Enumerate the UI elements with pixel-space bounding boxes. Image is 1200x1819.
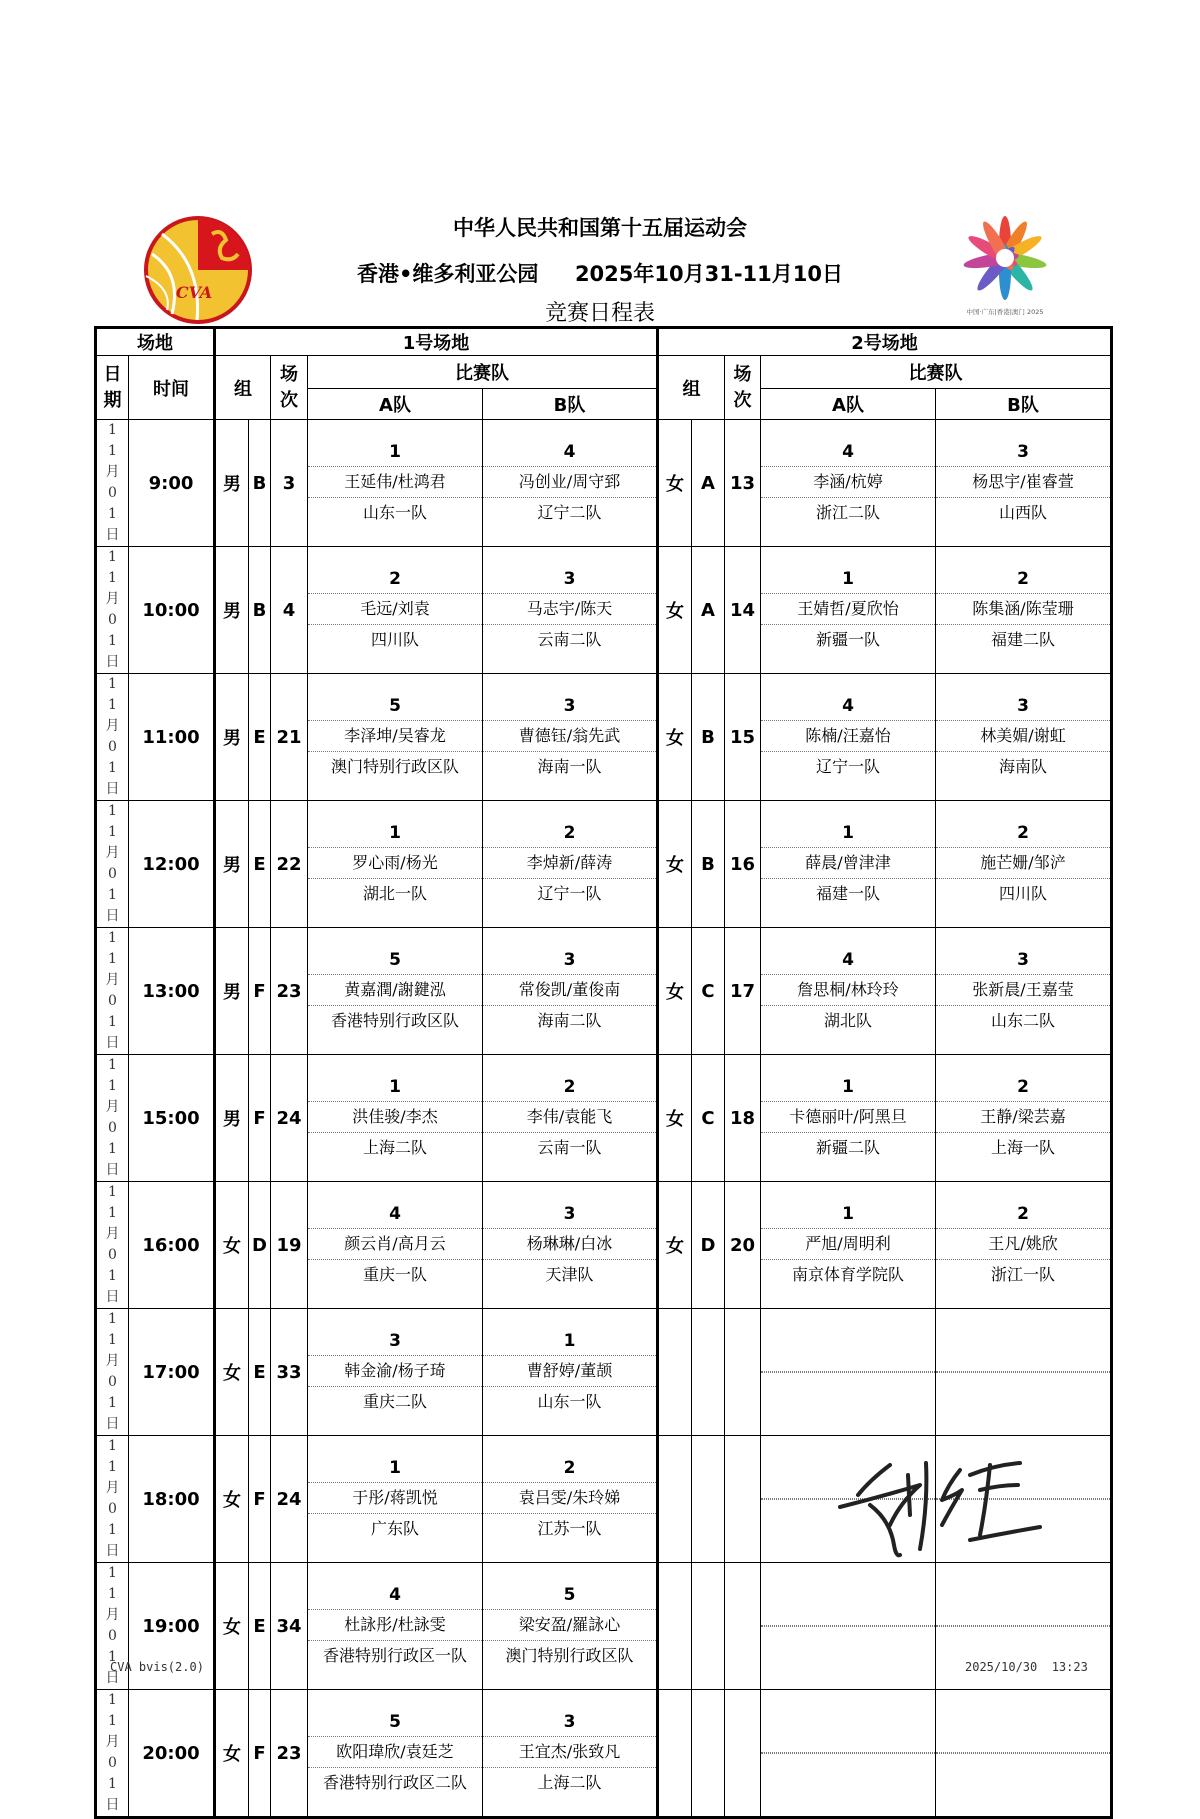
team-team: 湖北一队 (308, 878, 482, 909)
team-b-cell-c1 (483, 1563, 658, 1690)
match-header-c1 (271, 356, 308, 420)
team-b-cell-c1 (483, 1690, 658, 1818)
group-cell-c2: B (692, 801, 725, 928)
team-players: 李涵/杭婷 (761, 466, 935, 497)
team-seed: 2 (563, 1077, 576, 1097)
team-team: 香港特别行政区一队 (308, 1640, 482, 1671)
team-b-cell-c1 (483, 1055, 658, 1182)
table-row (96, 1309, 1112, 1436)
team-team: 天津队 (483, 1259, 656, 1290)
team-b-cell-c2 (936, 1309, 1112, 1436)
team-b-cell-c2 (936, 1055, 1112, 1182)
team-a-cell-c1 (308, 1436, 483, 1563)
group-header-c2: 组 (658, 356, 725, 420)
team-seed: 4 (389, 1204, 401, 1224)
team-team: 山东二队 (936, 1005, 1110, 1036)
group-cell-c2: B (692, 674, 725, 801)
team-seed: 3 (563, 950, 576, 970)
team-a-cell-c1 (308, 547, 483, 674)
team-b-cell-c1 (483, 674, 658, 801)
group-cell-c1: B (249, 547, 271, 674)
team-b-cell-c1 (483, 420, 658, 547)
group-cell-c1: F (249, 1055, 271, 1182)
team-seed: 5 (563, 1585, 576, 1605)
gender-cell-c1: 女 (215, 1436, 249, 1563)
team-a-header-c1: A队 (308, 389, 483, 420)
team-team: 山西队 (936, 497, 1110, 528)
team-seed: 4 (842, 696, 854, 716)
table-row (96, 547, 1112, 674)
match-cell-c1: 23 (271, 928, 308, 1055)
group-cell-c2: C (692, 1055, 725, 1182)
venue-header: 场地 (96, 328, 215, 356)
team-a-cell-c1 (308, 928, 483, 1055)
gender-cell-c1: 女 (215, 1309, 249, 1436)
team-a-cell-c2 (761, 928, 936, 1055)
team-players: 欧阳瑋欣/袁廷芝 (308, 1736, 482, 1767)
match-cell-c2: 14 (725, 547, 761, 674)
team-team (936, 1626, 1110, 1627)
team-a-cell-c1 (308, 1182, 483, 1309)
date-cell (96, 1436, 129, 1563)
group-cell-c1: D (249, 1182, 271, 1309)
team-seed: 1 (389, 823, 401, 843)
gender-cell-c1: 男 (215, 801, 249, 928)
team-players: 陈集涵/陈莹珊 (936, 593, 1110, 624)
team-b-cell-c2 (936, 1690, 1112, 1818)
gender-cell-c2: 女 (658, 1055, 692, 1182)
team-team (761, 1626, 935, 1627)
date-cell (96, 420, 129, 547)
match-cell-c2: 15 (725, 674, 761, 801)
match-cell-c1: 24 (271, 1055, 308, 1182)
page-subtitle: 竞赛日程表 (544, 301, 655, 326)
header-row-venue (96, 328, 1112, 356)
team-seed: 3 (563, 696, 576, 716)
match-cell-c1: 19 (271, 1182, 308, 1309)
team-seed: 4 (563, 442, 576, 462)
team-players: 罗心雨/杨光 (308, 847, 482, 878)
gender-cell-c2: 女 (658, 801, 692, 928)
match-cell-c2: 17 (725, 928, 761, 1055)
team-players: 于彤/蒋凯悦 (308, 1482, 482, 1513)
team-players: 王宜杰/张致凡 (483, 1736, 656, 1767)
group-cell-c1: E (249, 1563, 271, 1690)
team-team: 浙江一队 (936, 1259, 1110, 1290)
team-seed: 3 (1017, 442, 1029, 462)
signature (830, 1445, 1050, 1565)
team-b-cell-c1 (483, 1182, 658, 1309)
time-header: 时间 (129, 356, 215, 420)
date-header-text: 日期 (103, 363, 122, 411)
team-players: 马志宇/陈天 (483, 593, 656, 624)
team-a-cell-c2 (761, 1182, 936, 1309)
team-a-cell-c2 (761, 547, 936, 674)
team-team: 山东一队 (483, 1386, 656, 1417)
team-a-cell-c2 (761, 1055, 936, 1182)
team-players: 冯创业/周守郅 (483, 466, 656, 497)
time-cell: 11:00 (129, 674, 215, 801)
match-cell-c2 (725, 1436, 761, 1563)
group-cell-c1: E (249, 801, 271, 928)
team-team: 辽宁一队 (483, 878, 656, 909)
team-team: 重庆二队 (308, 1386, 482, 1417)
team-team: 山东一队 (308, 497, 482, 528)
table-row (96, 1055, 1112, 1182)
match-cell-c2: 16 (725, 801, 761, 928)
team-players: 常俊凯/董俊南 (483, 974, 656, 1005)
team-players: 严旭/周明利 (761, 1228, 935, 1259)
group-cell-c2: D (692, 1182, 725, 1309)
group-cell-c2: A (692, 420, 725, 547)
group-cell-c2 (692, 1309, 725, 1436)
date-cell (96, 1690, 129, 1818)
match-header-c1-text: 场次 (280, 363, 298, 411)
team-players: 颜云肖/高月云 (308, 1228, 482, 1259)
gender-cell-c1: 女 (215, 1563, 249, 1690)
match-cell-c1: 23 (271, 1690, 308, 1818)
team-players: 卡德丽叶/阿黑旦 (761, 1101, 935, 1132)
team-seed: 3 (563, 1204, 576, 1224)
table-row (96, 801, 1112, 928)
team-seed: 2 (563, 1458, 576, 1478)
team-seed: 1 (563, 1331, 576, 1351)
group-cell-c2 (692, 1436, 725, 1563)
team-a-cell-c1 (308, 1055, 483, 1182)
team-seed: 3 (563, 569, 576, 589)
group-cell-c2 (692, 1690, 725, 1818)
emblem-text: 中国·广东|香港|澳门 2025 (966, 308, 1044, 316)
date-text: 11月01日 (105, 930, 120, 1051)
team-team: 上海一队 (936, 1132, 1110, 1163)
time-cell: 19:00 (129, 1563, 215, 1690)
team-team: 澳门特别行政区队 (308, 751, 482, 782)
team-team: 海南一队 (483, 751, 656, 782)
team-a-cell-c1 (308, 801, 483, 928)
team-players: 曹德钰/翁先武 (483, 720, 656, 751)
team-team: 重庆一队 (308, 1259, 482, 1290)
gender-cell-c1: 男 (215, 420, 249, 547)
team-b-header-c1: B队 (483, 389, 658, 420)
team-seed: 2 (563, 823, 576, 843)
team-b-cell-c1 (483, 928, 658, 1055)
team-team: 广东队 (308, 1513, 482, 1544)
gender-cell-c2 (658, 1690, 692, 1818)
team-team: 海南二队 (483, 1005, 656, 1036)
team-seed: 4 (842, 950, 854, 970)
team-seed: 2 (1017, 1077, 1029, 1097)
team-seed: 3 (1017, 950, 1029, 970)
footer-version: CVA bvis(2.0) (110, 1660, 204, 1674)
table-row (96, 1690, 1112, 1818)
time-cell: 17:00 (129, 1309, 215, 1436)
team-a-cell-c1 (308, 1563, 483, 1690)
team-b-cell-c1 (483, 801, 658, 928)
match-cell-c1: 3 (271, 420, 308, 547)
team-team: 香港特别行政区二队 (308, 1767, 482, 1798)
match-cell-c1: 4 (271, 547, 308, 674)
team-team (761, 1372, 935, 1373)
footer-timestamp: 2025/10/30 13:23 (965, 1660, 1088, 1674)
team-players: 杜詠彤/杜詠雯 (308, 1609, 482, 1640)
team-players: 詹思桐/林玲玲 (761, 974, 935, 1005)
schedule-table (94, 326, 1113, 1819)
team-b-cell-c2 (936, 674, 1112, 801)
team-players: 梁安盈/羅詠心 (483, 1609, 656, 1640)
team-seed: 5 (389, 696, 401, 716)
team-team: 上海二队 (483, 1767, 656, 1798)
team-team (936, 1372, 1110, 1373)
table-row (96, 928, 1112, 1055)
team-seed: 1 (842, 569, 854, 589)
date-text: 11月01日 (105, 803, 120, 924)
team-team (761, 1753, 935, 1754)
team-players: 袁吕雯/朱玲娣 (483, 1482, 656, 1513)
team-a-header-c2: A队 (761, 389, 936, 420)
gender-cell-c2: 女 (658, 1182, 692, 1309)
group-cell-c1: F (249, 928, 271, 1055)
time-cell: 20:00 (129, 1690, 215, 1818)
time-cell: 15:00 (129, 1055, 215, 1182)
team-b-cell-c2 (936, 420, 1112, 547)
gender-cell-c1: 女 (215, 1182, 249, 1309)
team-seed: 4 (389, 1585, 401, 1605)
date-text: 11月01日 (105, 1692, 120, 1813)
gender-cell-c2 (658, 1436, 692, 1563)
team-seed: 3 (1017, 696, 1029, 716)
team-seed: 5 (389, 1712, 401, 1732)
venue-date-line: 香港•维多利亚公园 2025年10月31-11月10日 (356, 262, 844, 286)
date-cell (96, 1182, 129, 1309)
team-players: 张新晨/王嘉莹 (936, 974, 1110, 1005)
team-players: 薛晨/曾津津 (761, 847, 935, 878)
team-a-cell-c2 (761, 801, 936, 928)
team-b-cell-c1 (483, 1309, 658, 1436)
team-players: 王凡/姚欣 (936, 1228, 1110, 1259)
group-cell-c1: B (249, 420, 271, 547)
date-text: 11月01日 (105, 676, 120, 797)
gender-cell-c2: 女 (658, 928, 692, 1055)
team-players: 陈楠/汪嘉怡 (761, 720, 935, 751)
team-a-cell-c1 (308, 420, 483, 547)
team-seed: 2 (1017, 1204, 1029, 1224)
team-players: 杨琳琳/白冰 (483, 1228, 656, 1259)
gender-cell-c2 (658, 1309, 692, 1436)
match-cell-c1: 22 (271, 801, 308, 928)
match-cell-c1: 21 (271, 674, 308, 801)
team-team: 四川队 (936, 878, 1110, 909)
table-row (96, 674, 1112, 801)
date-cell (96, 547, 129, 674)
team-team: 香港特别行政区队 (308, 1005, 482, 1036)
page-title: 中华人民共和国第十五届运动会 (453, 216, 747, 240)
match-cell-c1: 34 (271, 1563, 308, 1690)
team-team: 湖北队 (761, 1005, 935, 1036)
team-b-cell-c1 (483, 547, 658, 674)
table-row (96, 1182, 1112, 1309)
team-players: 韩金渝/杨子琦 (308, 1355, 482, 1386)
court1-header: 1号场地 (215, 328, 658, 356)
court2-header: 2号场地 (658, 328, 1112, 356)
team-a-cell-c2 (761, 420, 936, 547)
gender-cell-c2: 女 (658, 674, 692, 801)
date-text: 11月01日 (105, 1184, 120, 1305)
date-text: 11月01日 (105, 1311, 120, 1432)
team-players: 洪佳骏/李杰 (308, 1101, 482, 1132)
time-cell: 10:00 (129, 547, 215, 674)
team-team: 上海二队 (308, 1132, 482, 1163)
match-cell-c2: 18 (725, 1055, 761, 1182)
team-team: 云南二队 (483, 624, 656, 655)
gender-cell-c2: 女 (658, 420, 692, 547)
date-cell (96, 674, 129, 801)
team-team: 辽宁一队 (761, 751, 935, 782)
team-team: 澳门特别行政区队 (483, 1640, 656, 1671)
date-text: 11月01日 (105, 1438, 120, 1559)
match-cell-c2: 13 (725, 420, 761, 547)
match-cell-c2 (725, 1309, 761, 1436)
team-team: 江苏一队 (483, 1513, 656, 1544)
date-text: 11月01日 (105, 422, 120, 543)
time-cell: 9:00 (129, 420, 215, 547)
header-row-labels (96, 356, 1112, 389)
group-cell-c2 (692, 1563, 725, 1690)
team-players: 杨思宇/崔睿萱 (936, 466, 1110, 497)
team-team: 新疆二队 (761, 1132, 935, 1163)
team-b-cell-c2 (936, 547, 1112, 674)
gender-cell-c1: 男 (215, 1055, 249, 1182)
match-header-c2 (725, 356, 761, 420)
team-b-cell-c2 (936, 928, 1112, 1055)
team-team: 福建一队 (761, 878, 935, 909)
time-cell: 18:00 (129, 1436, 215, 1563)
teams-header-c1: 比赛队 (308, 356, 658, 389)
group-cell-c2: A (692, 547, 725, 674)
date-cell (96, 801, 129, 928)
teams-header-c2: 比赛队 (761, 356, 1112, 389)
group-cell-c1: F (249, 1690, 271, 1818)
team-a-cell-c2 (761, 1563, 936, 1690)
cva-logo-text: CVA (175, 283, 213, 302)
team-team: 新疆一队 (761, 624, 935, 655)
team-team (936, 1753, 1110, 1754)
gender-cell-c2 (658, 1563, 692, 1690)
team-seed: 1 (842, 823, 854, 843)
date-cell (96, 928, 129, 1055)
team-players: 毛远/刘袁 (308, 593, 482, 624)
gender-cell-c2: 女 (658, 547, 692, 674)
gender-cell-c1: 男 (215, 674, 249, 801)
match-cell-c1: 24 (271, 1436, 308, 1563)
match-header-c2-text: 场次 (733, 363, 752, 411)
date-cell (96, 1055, 129, 1182)
date-text: 11月01日 (105, 549, 120, 670)
team-seed: 3 (389, 1331, 401, 1351)
group-cell-c1: E (249, 674, 271, 801)
team-seed: 3 (563, 1712, 576, 1732)
team-seed: 2 (1017, 823, 1029, 843)
team-seed: 1 (389, 442, 401, 462)
team-a-cell-c1 (308, 1690, 483, 1818)
team-a-cell-c1 (308, 674, 483, 801)
team-team: 四川队 (308, 624, 482, 655)
team-seed: 5 (389, 950, 401, 970)
time-cell: 13:00 (129, 928, 215, 1055)
group-header-c1: 组 (215, 356, 271, 420)
team-a-cell-c2 (761, 1690, 936, 1818)
team-players: 王延伟/杜鸿君 (308, 466, 482, 497)
team-team: 云南一队 (483, 1132, 656, 1163)
group-cell-c1: E (249, 1309, 271, 1436)
match-cell-c2 (725, 1690, 761, 1818)
team-players: 李泽坤/吴睿龙 (308, 720, 482, 751)
table-row (96, 1563, 1112, 1690)
team-players: 李焯新/薛涛 (483, 847, 656, 878)
team-players: 李伟/袁能飞 (483, 1101, 656, 1132)
match-cell-c2: 20 (725, 1182, 761, 1309)
gender-cell-c1: 男 (215, 547, 249, 674)
team-a-cell-c1 (308, 1309, 483, 1436)
gender-cell-c1: 女 (215, 1690, 249, 1818)
team-seed: 2 (1017, 569, 1029, 589)
team-team: 海南队 (936, 751, 1110, 782)
team-b-header-c2: B队 (936, 389, 1112, 420)
team-seed: 1 (842, 1204, 854, 1224)
group-cell-c1: F (249, 1436, 271, 1563)
date-text: 11月01日 (105, 1057, 120, 1178)
date-header (96, 356, 129, 420)
team-players: 王婧哲/夏欣怡 (761, 593, 935, 624)
group-cell-c2: C (692, 928, 725, 1055)
team-seed: 1 (842, 1077, 854, 1097)
team-players: 王静/梁芸嘉 (936, 1101, 1110, 1132)
date-text: 11月01日 (105, 1565, 120, 1686)
team-players: 黄嘉潤/謝鍵泓 (308, 974, 482, 1005)
time-cell: 12:00 (129, 801, 215, 928)
team-team: 辽宁二队 (483, 497, 656, 528)
team-seed: 4 (842, 442, 854, 462)
table-row (96, 420, 1112, 547)
date-cell (96, 1309, 129, 1436)
team-seed: 2 (389, 569, 401, 589)
team-team: 福建二队 (936, 624, 1110, 655)
gender-cell-c1: 男 (215, 928, 249, 1055)
team-b-cell-c1 (483, 1436, 658, 1563)
team-seed: 1 (389, 1077, 401, 1097)
team-players: 曹舒婷/董颉 (483, 1355, 656, 1386)
team-players: 施芒姗/邹浐 (936, 847, 1110, 878)
team-team: 浙江二队 (761, 497, 935, 528)
team-b-cell-c2 (936, 1182, 1112, 1309)
team-seed: 1 (389, 1458, 401, 1478)
team-b-cell-c2 (936, 801, 1112, 928)
team-players: 林美媚/谢虹 (936, 720, 1110, 751)
team-a-cell-c2 (761, 674, 936, 801)
team-a-cell-c2 (761, 1309, 936, 1436)
match-cell-c1: 33 (271, 1309, 308, 1436)
time-cell: 16:00 (129, 1182, 215, 1309)
match-cell-c2 (725, 1563, 761, 1690)
team-team: 南京体育学院队 (761, 1259, 935, 1290)
